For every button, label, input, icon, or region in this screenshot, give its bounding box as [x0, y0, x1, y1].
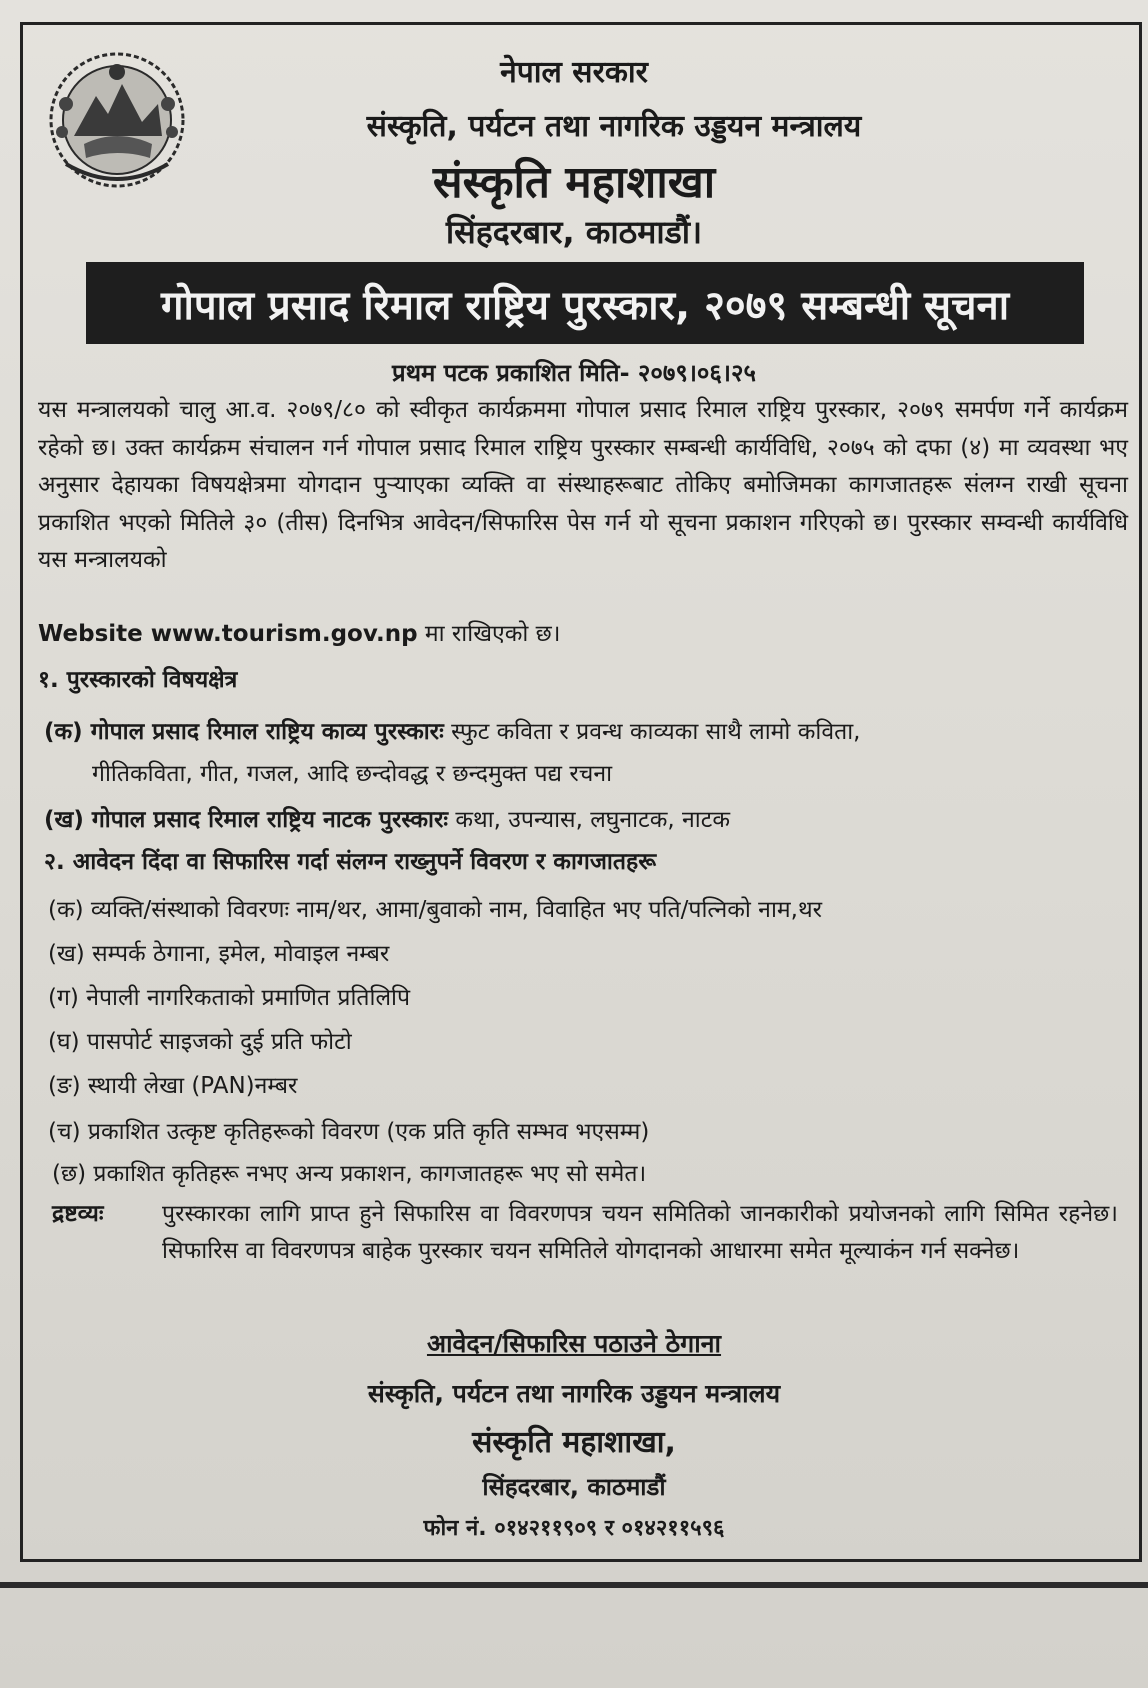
section1-title: १. पुरस्कारको विषयक्षेत्र — [38, 667, 238, 693]
item-label: (क) गोपाल प्रसाद रिमाल राष्ट्रिय काव्य पुरस्कारः — [44, 719, 444, 745]
section2-item: (ख) सम्पर्क ठेगाना, इमेल, मोवाइल नम्बर — [48, 941, 390, 967]
published-date: प्रथम पटक प्रकाशित मिति- २०७९।०६।२५ — [392, 359, 756, 387]
item-label: (ख) गोपाल प्रसाद रिमाल राष्ट्रिय नाटक पुरस्कारः — [44, 807, 449, 833]
note-label: द्रष्टव्यः — [52, 1201, 104, 1227]
note-text: पुरस्कारका लागि प्राप्त हुने सिफारिस वा विवरणपत्र चयन समितिको जानकारीको प्रयोजनको लागि सिमित रहनेछ। सिफारिस वा विवरणपत्र बाहेक पुरस्कार चयन समितिले योगदानको आधारमा समेत मूल्याकंन गर्न सक्नेछ। — [162, 1201, 1118, 1264]
website-suffix: मा राखिएको छ। — [424, 621, 561, 647]
bottom-rule — [0, 1582, 1148, 1588]
section2-item: (ग) नेपाली नागरिकताको प्रमाणित प्रतिलिपि — [48, 985, 411, 1011]
address-title: आवेदन/सिफारिस पठाउने ठेगाना — [426, 1329, 722, 1358]
section2-item: (क) व्यक्ति/संस्थाको विवरणः नाम/थर, आमा/बुवाको नाम, विवाहित भए पति/पत्निको नाम,थर — [48, 897, 823, 923]
website-link[interactable]: Website www.tourism.gov.np — [38, 621, 418, 647]
website-line — [38, 616, 561, 648]
address-branch: संस्कृति महाशाखा, — [472, 1425, 676, 1460]
section2-item: (छ) प्रकाशित कृतिहरू नभए अन्य प्रकाशन, कागजातहरू भए सो समेत। — [52, 1161, 647, 1187]
section2-item: (ङ) स्थायी लेखा (PAN)नम्बर — [48, 1073, 298, 1099]
body-text: यस मन्त्रालयको चालु आ.व. २०७९/८० को स्वीकृत कार्यक्रममा गोपाल प्रसाद रिमाल राष्ट्रिय पुरस्कार, २०७९ समर्पण गर्ने कार्यक्रम रहेको छ। उक्त कार्यक्रम संचालन गर्न गोपाल प्रसाद रिमाल राष्ट्रिय पुरस्कार सम्बन्धी कार्यविधि, २०७५ को दफा (४) मा व्यवस्था भए अनुसार देहायका विषयक्षेत्रमा योगदान पुऱ्याएका व्यक्ति वा संस्थाहरूबाट तोकिए बमोजिमका कागजातहरू संलग्न राखी सूचना प्रकाशित भएको मितिले ३० (तीस) दिनभित्र आवेदन/सिफारिस पेस गर्न यो सूचना प्रकाशन गरिएको छ। पुरस्कार सम्वन्धी कार्यविधि यस मन्त्रालयको — [38, 397, 1128, 573]
branch-name: संस्कृति महाशाखा — [432, 157, 716, 208]
government-name: नेपाल सरकार — [500, 55, 648, 90]
address-ministry: संस्कृति, पर्यटन तथा नागरिक उड्डयन मन्त्रालय — [367, 1379, 781, 1408]
section1-item-ka — [44, 714, 861, 746]
address-phone: फोन नं. ०१४२११९०९ र ०१४२११५९६ — [423, 1516, 725, 1541]
item-text: स्फुट कविता र प्रवन्ध काव्यका साथै लामो कविता, — [451, 719, 861, 745]
section1-item-kha — [44, 802, 730, 834]
body-paragraph — [38, 392, 1128, 580]
section1-item-ka-cont: गीतिकविता, गीत, गजल, आदि छन्दोवद्ध र छन्दमुक्त पद्य रचना — [92, 761, 613, 787]
location: सिंहदरबार, काठमाडौं। — [445, 213, 703, 251]
section2-title: २. आवेदन दिंदा वा सिफारिस गर्दा संलग्न राख्नुपर्ने विवरण र कागजातहरू — [44, 849, 657, 875]
ministry-name: संस्कृति, पर्यटन तथा नागरिक उड्डयन मन्त्रालय — [366, 109, 862, 144]
address-location: सिंहदरबार, काठमाडौं — [482, 1473, 666, 1501]
section2-item: (च) प्रकाशित उत्कृष्ट कृतिहरूको विवरण (एक प्रति कृति सम्भव भएसम्म) — [48, 1119, 650, 1145]
notice-title-banner — [86, 262, 1084, 344]
item-text: कथा, उपन्यास, लघुनाटक, नाटक — [455, 807, 730, 833]
notice-title: गोपाल प्रसाद रिमाल राष्ट्रिय पुरस्कार, २०७९ सम्बन्धी सूचना — [160, 282, 1010, 329]
section2-item: (घ) पासपोर्ट साइजको दुई प्रति फोटो — [48, 1029, 352, 1055]
